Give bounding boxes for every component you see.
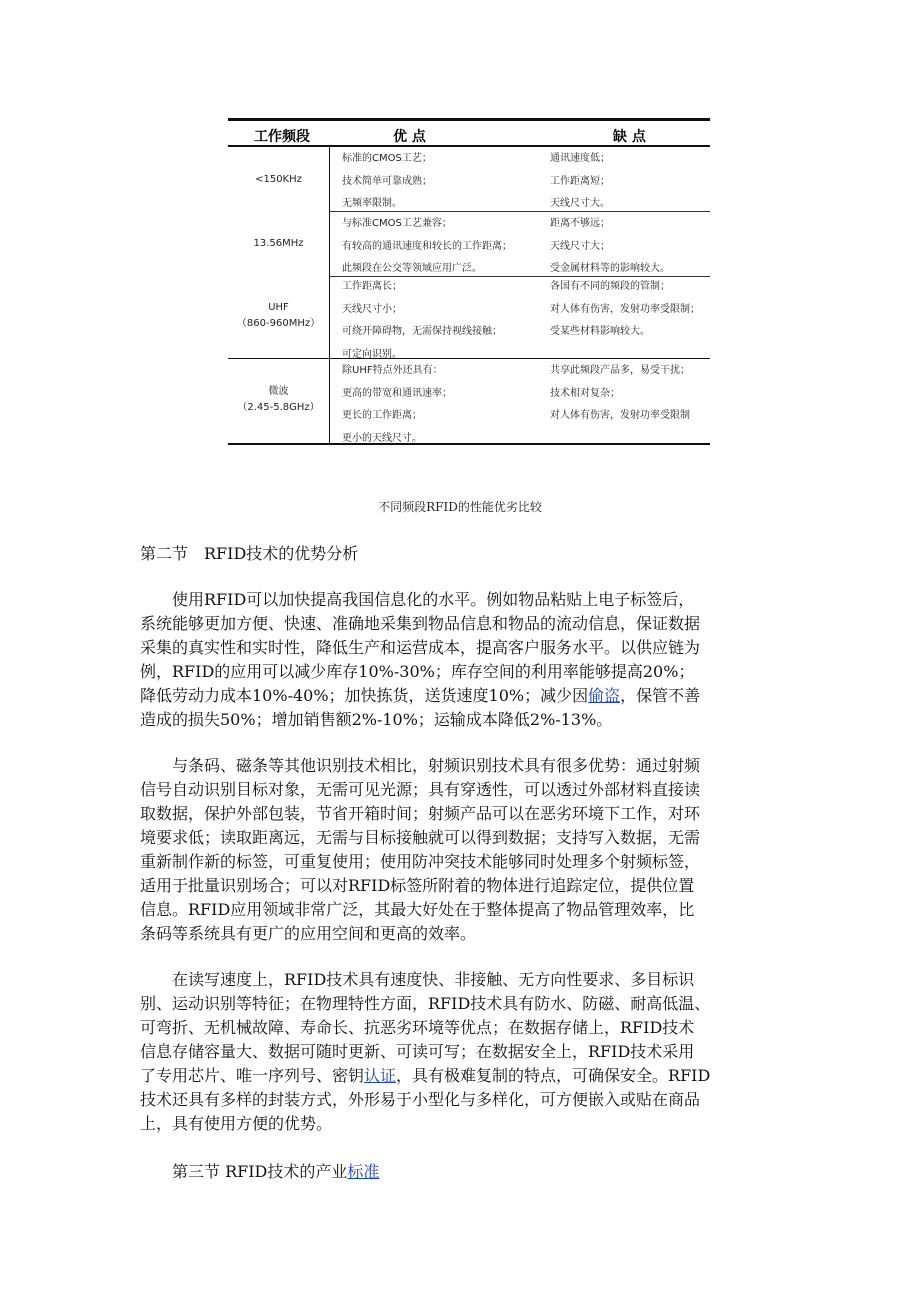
disadvantage-line: 受金属材料等的影响较大。 — [550, 263, 670, 274]
header-advantages: 优 点 — [393, 129, 426, 145]
text-line: 上，具有使用方便的优势。 — [140, 1114, 333, 1133]
advantage-line: 技术简单可靠成熟； — [342, 175, 432, 187]
disadvantage-line: 工作距离短； — [550, 175, 610, 187]
advantage-line: 可定向识别。 — [342, 348, 402, 360]
band-cell: <150KHz — [255, 174, 302, 185]
text-segment: ，保管不善 — [620, 686, 701, 705]
text-line: 造成的损失50%；增加销售额2%-10%；运输成本降低2%-13%。 — [140, 710, 613, 729]
text-line: 采集的真实性和实时性，降低生产和运营成本，提高客户服务水平。以供应链为 — [140, 638, 701, 657]
text-segment: ，具有极难复制的特点，可确保安全。RFID — [396, 1066, 711, 1085]
text-line: 重新制作新的标签，可重复使用；使用防冲突技术能够同时处理多个射频标签， — [140, 852, 701, 871]
advantage-line: 有较高的通讯速度和较长的工作距离； — [342, 240, 512, 252]
disadvantage-line: 共享此频段产品多，易受干扰； — [550, 365, 690, 376]
disadvantage-line: 受某些材料影响较大。 — [550, 326, 650, 337]
paragraph — [140, 968, 782, 1136]
advantage-line: 无频率限制。 — [342, 198, 402, 209]
table-column-divider — [329, 147, 330, 444]
table-header-row — [228, 118, 710, 147]
advantage-line: 更小的天线尺寸。 — [342, 432, 422, 444]
band-cell — [228, 300, 329, 332]
text-line: 别、运动识别等特征；在物理特性方面，RFID技术具有防水、防磁、耐高低温、 — [140, 994, 711, 1013]
advantage-line: 标准的CMOS工艺； — [342, 153, 432, 164]
text-line: 信息。RFID应用领域非常广泛，其最大好处在于整体提高了物品管理效率，比 — [140, 900, 695, 919]
advantage-line: 天线尺寸小； — [342, 303, 402, 315]
text-line — [140, 1064, 782, 1088]
text-line: 在读写速度上，RFID技术具有速度快、非接触、无方向性要求、多目标识 — [140, 970, 695, 989]
header-band: 工作频段 — [254, 129, 310, 145]
advantage-line: 此频段在公交等领域应用广泛。 — [342, 263, 482, 274]
text-line: 信号自动识别目标对象，无需可见光源；具有穿透性，可以透过外部材料直接读 — [140, 780, 701, 799]
link-theft[interactable]: 偷盗 — [588, 686, 621, 705]
disadvantage-line: 距离不够远； — [550, 218, 610, 229]
text-line: 适用于批量识别场合；可以对RFID标签所附着的物体进行追踪定位，提供位置 — [140, 876, 695, 895]
header-disadvantages: 缺 点 — [613, 129, 646, 145]
section-heading — [140, 1159, 379, 1182]
band-line: （2.45-5.8GHz） — [237, 402, 320, 413]
disadvantages-cell — [550, 213, 670, 281]
advantages-cell — [342, 360, 452, 450]
advantages-cell — [342, 148, 432, 216]
disadvantage-line: 通讯速度低； — [550, 153, 610, 164]
advantage-line: 除UHF特点外还具有： — [342, 365, 443, 376]
text-line: 可弯折、无机械故障、寿命长、抗恶劣环境等优点；在数据存储上，RFID技术 — [140, 1018, 695, 1037]
link-standard[interactable]: 标准 — [347, 1162, 380, 1181]
band-cell — [228, 384, 329, 416]
band-line: UHF — [268, 302, 289, 313]
paragraph — [140, 588, 782, 732]
disadvantage-line: 对人体有伤害，发射功率受限制 — [550, 410, 690, 421]
text-line — [140, 684, 782, 708]
disadvantage-line: 各国有不同的频段的管制； — [550, 281, 670, 292]
advantage-line: 工作距离长； — [342, 281, 402, 292]
paragraph — [140, 754, 782, 946]
disadvantages-cell — [550, 360, 690, 428]
disadvantage-line: 技术相对复杂； — [550, 387, 620, 399]
frequency-comparison-table — [228, 118, 710, 444]
text-segment: 降低劳动力成本10%-40%；加快拣货，送货速度10%；减少因 — [140, 686, 589, 705]
text-line: 系统能够更加方便、快速、准确地采集到物品信息和物品的流动信息，保证数据 — [140, 614, 701, 633]
band-line: 微波 — [268, 386, 289, 397]
text-line: 例，RFID的应用可以减少库存10%-30%；库存空间的利用率能够提高20%； — [140, 662, 695, 681]
heading-text: 第三节 RFID技术的产业 — [140, 1162, 348, 1181]
disadvantages-cell — [550, 276, 700, 344]
text-line: 取数据，保护外部包装，节省开箱时间；射频产品可以在恶劣环境下工作，对环 — [140, 804, 701, 823]
advantages-cell — [342, 276, 502, 366]
disadvantage-line: 天线尺寸大； — [550, 240, 610, 252]
advantage-line: 更高的带宽和通讯速率； — [342, 387, 452, 399]
band-line: （860-960MHz） — [236, 318, 321, 329]
table-caption: 不同频段RFID的性能优劣比较 — [378, 500, 542, 514]
band-cell: 13.56MHz — [253, 238, 304, 249]
text-line: 技术还具有多样的封装方式，外形易于小型化与多样化，可方便嵌入或贴在商品 — [140, 1090, 701, 1109]
text-line: 境要求低；读取距离远，无需与目标接触就可以得到数据；支持写入数据，无需 — [140, 828, 701, 847]
section-heading: 第二节 RFID技术的优势分析 — [140, 544, 359, 563]
text-line: 条码等系统具有更广的应用空间和更高的效率。 — [140, 924, 477, 943]
advantage-line: 与标准CMOS工艺兼容； — [342, 218, 452, 229]
disadvantages-cell — [550, 148, 610, 216]
table-bottom-rule — [228, 443, 710, 445]
advantages-cell — [342, 213, 512, 281]
text-line: 信息存储容量大、数据可随时更新、可读可写；在数据安全上，RFID技术采用 — [140, 1042, 695, 1061]
text-line: 与条码、磁条等其他识别技术相比，射频识别技术具有很多优势：通过射频 — [140, 756, 701, 775]
link-authentication[interactable]: 认证 — [364, 1066, 397, 1085]
advantage-line: 可绕开障碍物，无需保持视线接触； — [342, 326, 502, 337]
text-segment: 了专用芯片、唯一序列号、密钥 — [140, 1066, 365, 1085]
disadvantage-line: 对人体有伤害，发射功率受限制； — [550, 303, 700, 315]
text-line: 使用RFID可以加快提高我国信息化的水平。例如物品粘贴上电子标签后， — [140, 590, 695, 609]
disadvantage-line: 天线尺寸大。 — [550, 198, 610, 209]
advantage-line: 更长的工作距离； — [342, 410, 422, 421]
